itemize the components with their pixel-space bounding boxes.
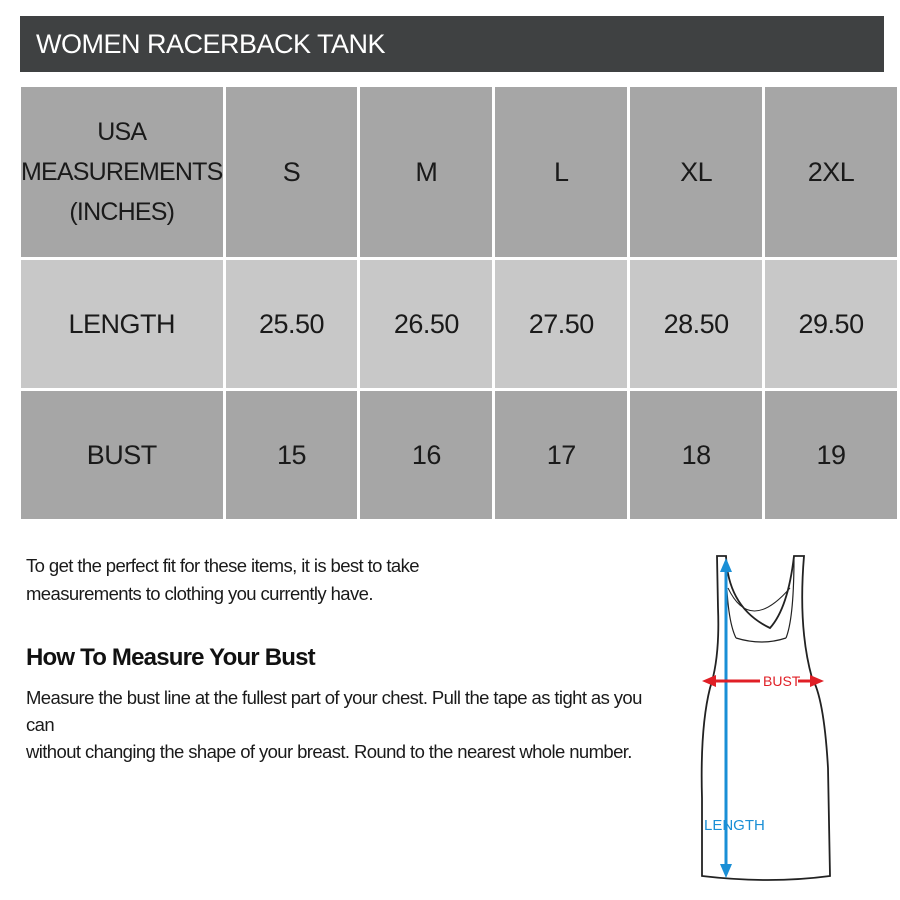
measure-instruction-line: without changing the shape of your breast. Round to the nearest whole number.: [26, 741, 632, 762]
row-label-bust: BUST: [21, 391, 223, 519]
header-label-cell: [21, 87, 223, 257]
measure-bust-instructions: [26, 684, 666, 765]
size-header-2xl: 2XL: [765, 87, 897, 257]
bust-arrow-left: [702, 675, 716, 687]
length-value-xl: 28.50: [630, 260, 762, 388]
length-arrow-top: [720, 558, 732, 572]
size-header-xl: XL: [630, 87, 762, 257]
length-value-s: 25.50: [226, 260, 358, 388]
measure-bust-heading: How To Measure Your Bust: [26, 644, 315, 671]
bust-value-xl: 18: [630, 391, 762, 519]
chart-title: WOMEN RACERBACK TANK: [20, 16, 884, 72]
length-value-l: 27.50: [495, 260, 627, 388]
length-arrow-bottom: [720, 864, 732, 878]
header-label-line: MEASUREMENTS: [21, 158, 223, 186]
header-label-line: (INCHES): [69, 198, 175, 226]
length-value-m: 26.50: [360, 260, 492, 388]
row-label-length: LENGTH: [21, 260, 223, 388]
fit-intro-line: measurements to clothing you currently have.: [26, 583, 373, 604]
bust-value-l: 17: [495, 391, 627, 519]
bust-arrow-right: [810, 675, 824, 687]
table-header-row: [21, 87, 897, 257]
size-header-m: M: [360, 87, 492, 257]
length-label: LENGTH: [704, 817, 765, 834]
bust-value-s: 15: [226, 391, 358, 519]
bust-label: BUST: [763, 673, 801, 689]
tank-back-strap: [726, 556, 794, 642]
size-header-l: L: [495, 87, 627, 257]
header-label: [21, 112, 223, 232]
size-header-s: S: [226, 87, 358, 257]
header-label-line: USA: [97, 118, 147, 146]
bust-value-2xl: 19: [765, 391, 897, 519]
table-row-bust: [21, 391, 897, 519]
length-value-2xl: 29.50: [765, 260, 897, 388]
fit-intro-text: [26, 552, 446, 608]
table-row-length: [21, 260, 897, 388]
tank-top-diagram: [690, 548, 850, 888]
size-chart-table: [18, 84, 900, 522]
fit-intro-line: To get the perfect fit for these items, it is best to take: [26, 555, 419, 576]
measure-instruction-line: Measure the bust line at the fullest part of your chest. Pull the tape as tight as you can: [26, 687, 642, 735]
bust-value-m: 16: [360, 391, 492, 519]
